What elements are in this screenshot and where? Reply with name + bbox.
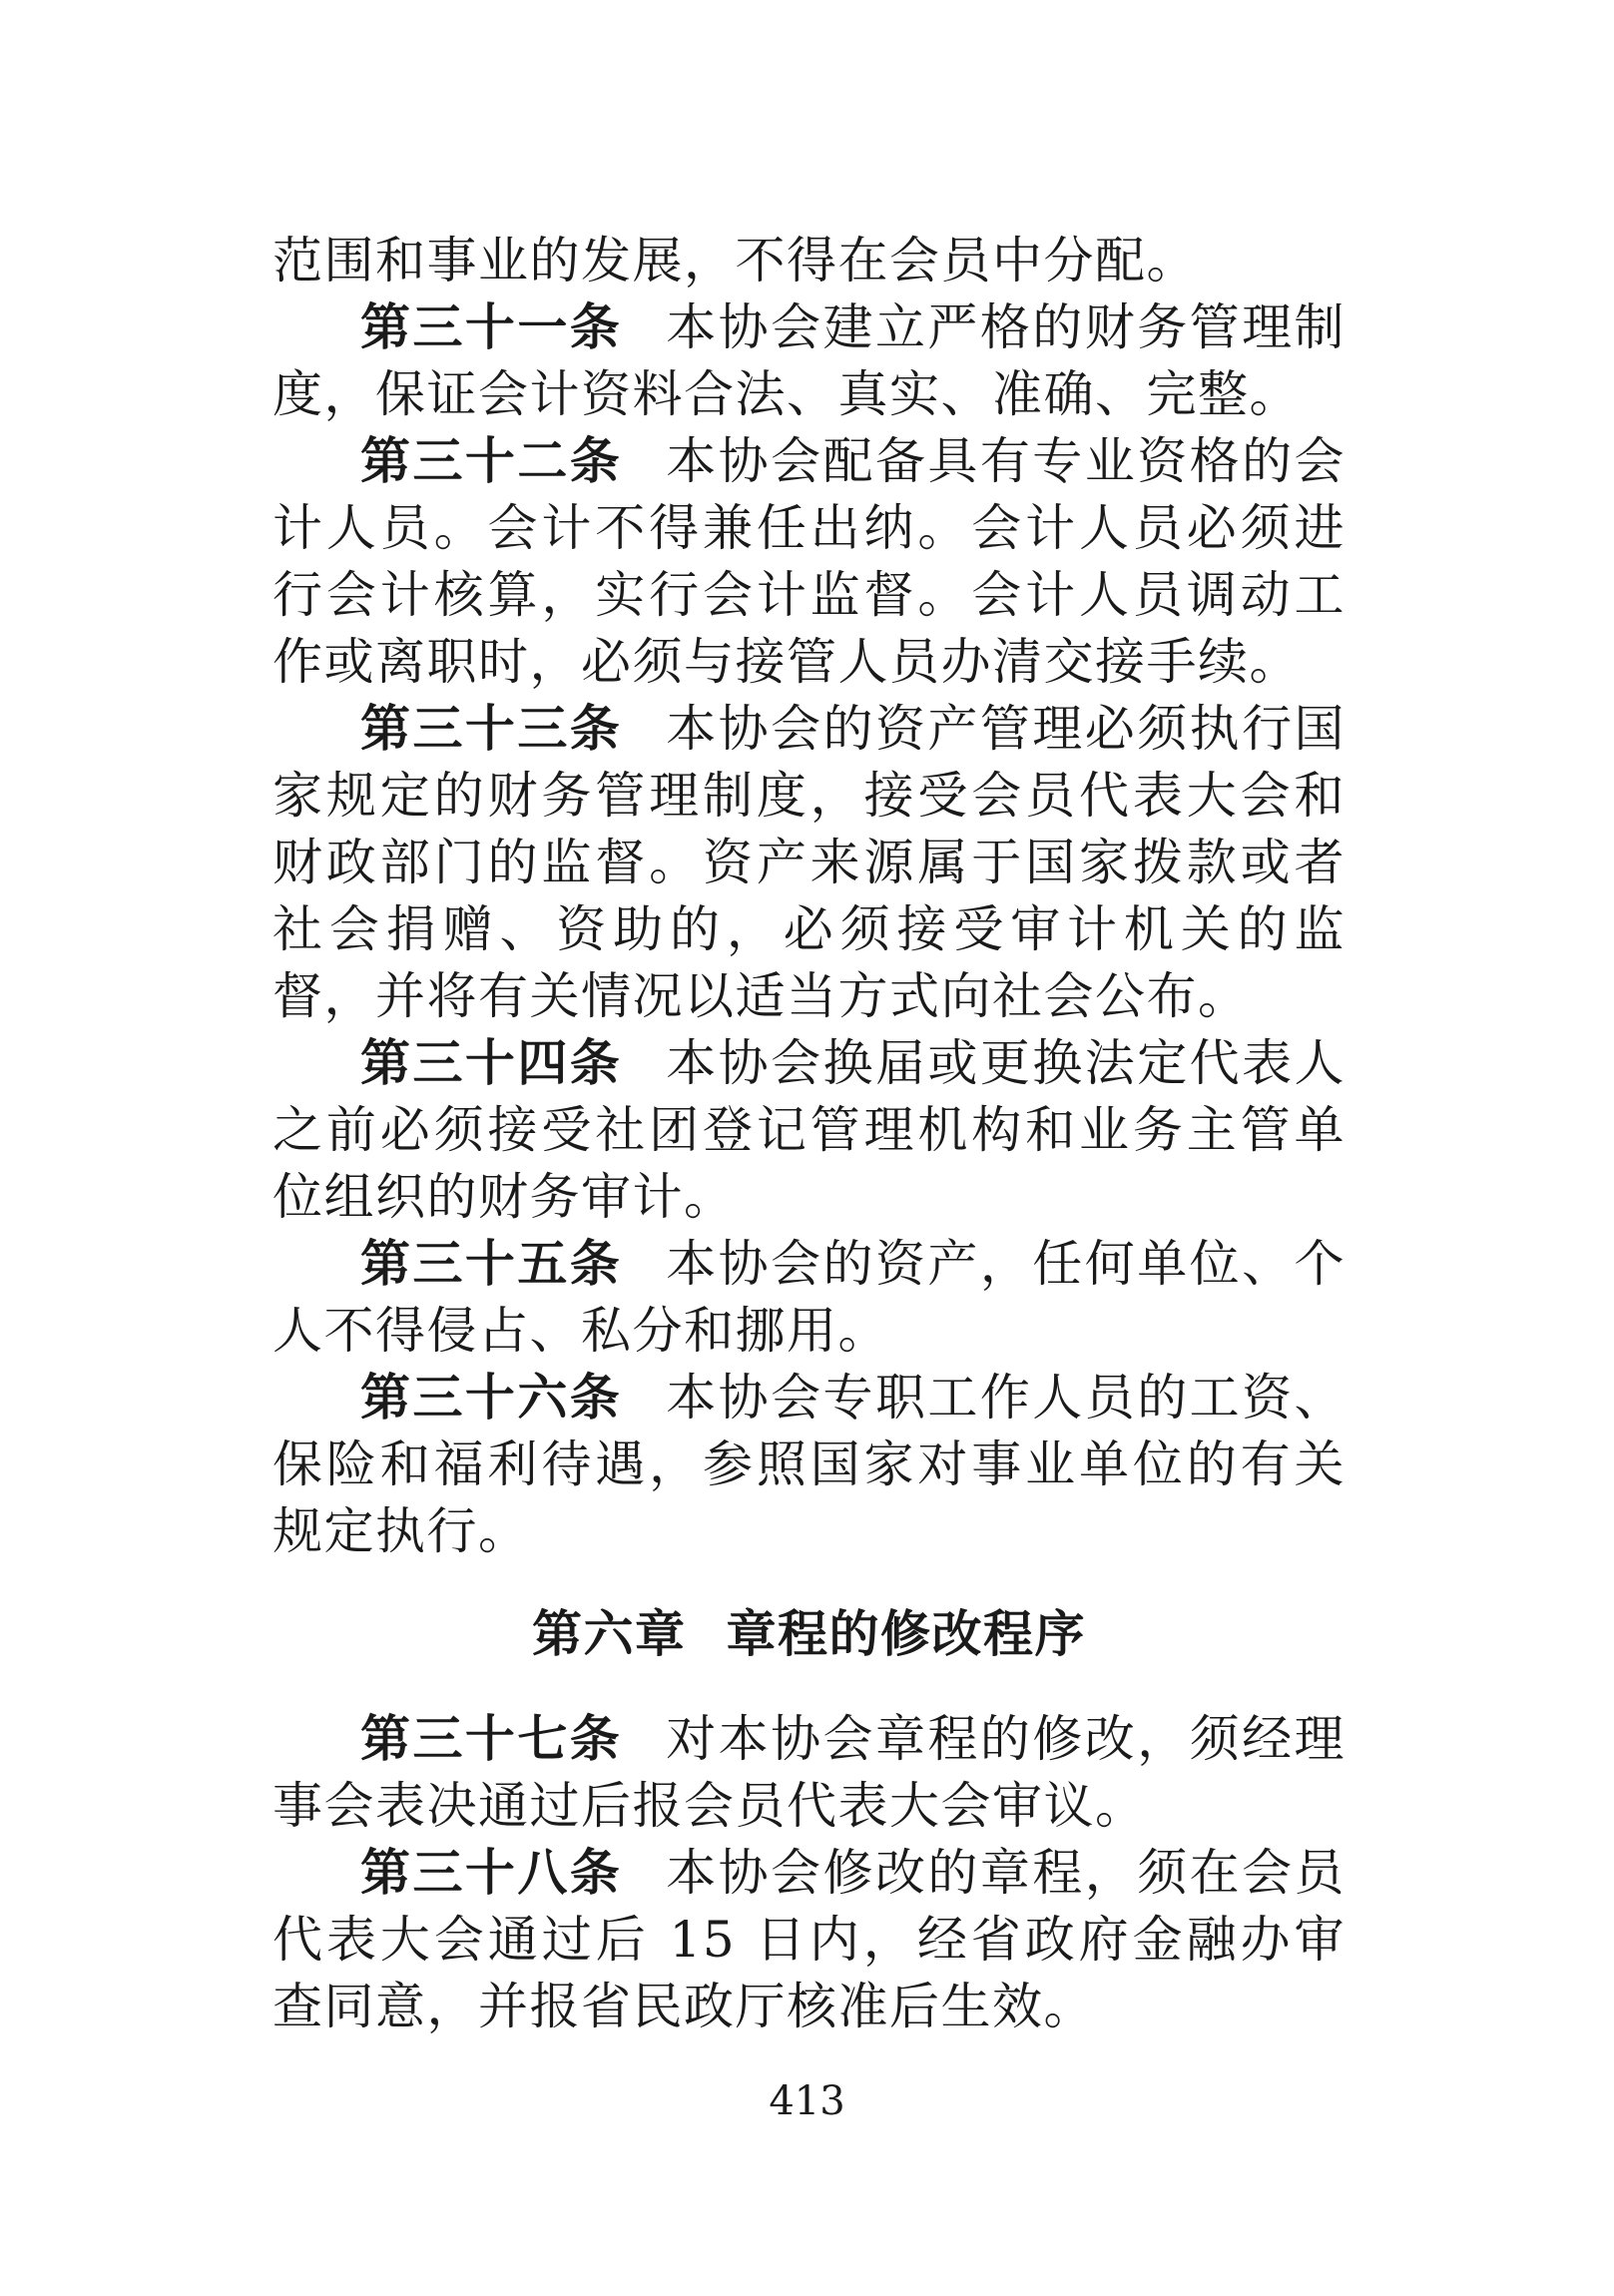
page-number: 413 — [769, 2078, 845, 2124]
article-32 — [272, 428, 1345, 696]
article-number: 第三十二条 — [360, 432, 623, 490]
article-number: 第三十六条 — [360, 1369, 623, 1427]
article-text: 本协会配备具有专业资格的会计人员。会计不得兼任出纳。会计人员必须进行会计核算，实行会计监督。会计人员调动工作或离职时，必须与接管人员办清交接手续。 — [272, 432, 1346, 691]
article-38 — [272, 1840, 1345, 2040]
article-34 — [272, 1030, 1345, 1231]
article-number: 第三十五条 — [360, 1235, 623, 1293]
article-text: 本协会修改的章程，须在会员代表大会通过后 15 日内，经省政府金融办审查同意，并报省民政厅核准后生效。 — [272, 1844, 1346, 2035]
article-33 — [272, 696, 1345, 1030]
chapter-number: 第六章 — [532, 1605, 687, 1663]
article-number: 第三十四条 — [360, 1034, 623, 1092]
article-37 — [272, 1706, 1345, 1840]
article-36 — [272, 1365, 1345, 1565]
article-text: 对本协会章程的修改，须经理事会表决通过后报会员代表大会审议。 — [272, 1710, 1346, 1835]
article-number: 第三十一条 — [360, 298, 623, 356]
article-text: 本协会的资产管理必须执行国家规定的财务管理制度，接受会员代表大会和财政部门的监督。资产来源属于国家拨款或者社会捐赠、资助的，必须接受审计机关的监督，并将有关情况以适当方式向社会公布。 — [272, 700, 1346, 1025]
article-number: 第三十八条 — [360, 1844, 623, 1902]
article-31 — [272, 294, 1345, 428]
chapter-title: 章程的修改程序 — [726, 1605, 1086, 1663]
article-35 — [272, 1231, 1345, 1365]
continuation-paragraph: 范围和事业的发展，不得在会员中分配。 — [272, 232, 1198, 289]
article-number: 第三十七条 — [360, 1710, 623, 1768]
article-text: 本协会换届或更换法定代表人之前必须接受社团登记管理机构和业务主管单位组织的财务审计。 — [272, 1034, 1346, 1226]
chapter-heading — [272, 1601, 1345, 1668]
document-page — [272, 228, 1345, 2040]
article-text: 本协会的资产，任何单位、个人不得侵占、私分和挪用。 — [272, 1235, 1346, 1360]
article-number: 第三十三条 — [360, 700, 623, 758]
article-text: 本协会专职工作人员的工资、保险和福利待遇，参照国家对事业单位的有关规定执行。 — [272, 1369, 1346, 1560]
article-text: 本协会建立严格的财务管理制度，保证会计资料合法、真实、准确、完整。 — [272, 298, 1346, 423]
